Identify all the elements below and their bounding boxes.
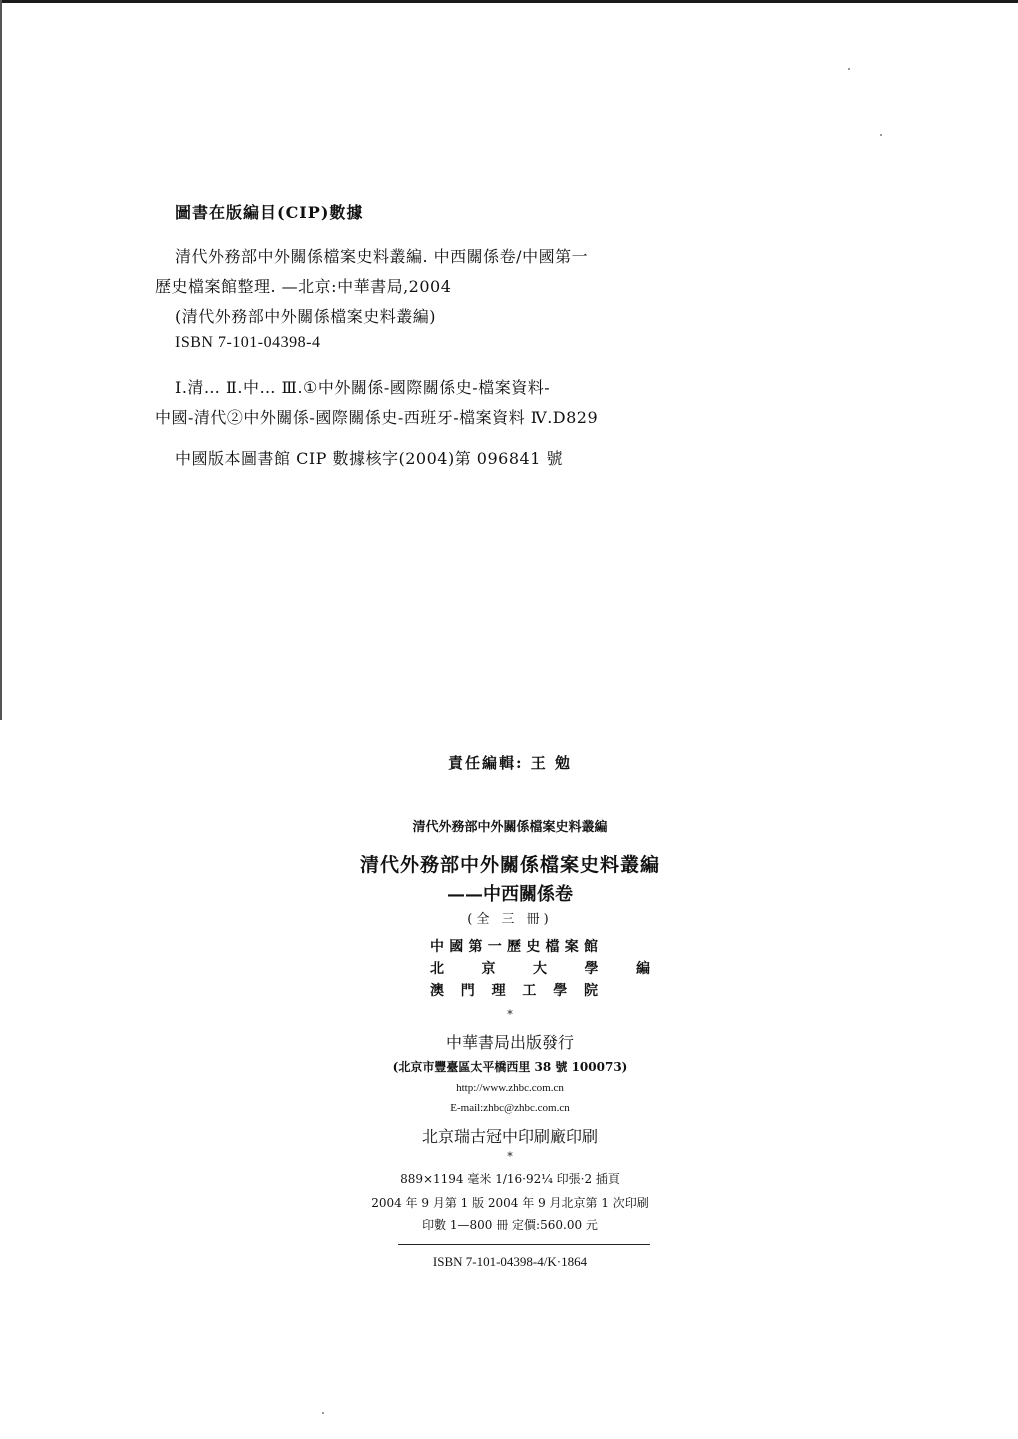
- org-char: 北: [430, 961, 444, 977]
- book-title: 清代外務部中外關係檔案史料叢編: [359, 854, 660, 876]
- org-char: 門: [460, 983, 475, 999]
- volume-count: (全 三 冊): [467, 912, 553, 927]
- scan-speck: [322, 1412, 324, 1414]
- cip-classification-line-2: 中國-清代②中外關係-國際關係史-西班牙-檔案資料 Ⅳ.D829: [155, 408, 599, 427]
- org-char: 檔: [545, 939, 560, 955]
- scan-speck: [880, 134, 882, 136]
- print-specification: 889×1194 毫米 1/16·92¼ 印張·2 插頁: [400, 1172, 620, 1186]
- cip-series-line: (清代外務部中外關係檔案史料叢編): [175, 307, 436, 326]
- cip-number: 中國版本圖書館 CIP 數據核字(2004)第 096841 號: [175, 449, 563, 468]
- org-char: 學: [553, 983, 568, 999]
- publisher: 中華書局出版發行: [445, 1033, 574, 1052]
- org-char: 大: [533, 961, 547, 977]
- org-char: 學: [584, 961, 599, 977]
- star-separator: *: [507, 1008, 513, 1021]
- org-peking-university: [430, 958, 650, 978]
- org-char: 澳: [430, 983, 444, 999]
- cip-bibliographic-line-2: 歷史檔案館整理. —北京:中華書局,2004: [155, 277, 452, 296]
- star-separator: *: [507, 1150, 513, 1163]
- org-char: 一: [487, 939, 502, 955]
- scan-speck: [848, 68, 850, 70]
- cip-isbn: ISBN 7-101-04398-4: [175, 334, 321, 351]
- org-first-historical-archives: [430, 936, 598, 956]
- divider-line: [398, 1244, 650, 1245]
- scan-left-edge: [0, 0, 2, 720]
- edition-info: 2004 年 9 月第 1 版 2004 年 9 月北京第 1 次印刷: [371, 1196, 649, 1210]
- cip-title: 圖書在版編目(CIP)數據: [175, 203, 364, 222]
- publisher-email: E-mail:zhbc@zhbc.com.cn: [450, 1102, 570, 1114]
- responsible-editor: 責任編輯: 王 勉: [448, 754, 572, 772]
- printer: 北京瑞古冠中印刷廠印刷: [421, 1127, 598, 1146]
- publisher-url: http://www.zhbc.com.cn: [456, 1082, 564, 1094]
- org-char: 工: [522, 983, 537, 999]
- org-char: 案: [564, 939, 579, 955]
- cip-bibliographic-line-1: 清代外務部中外關係檔案史料叢編. 中西關係卷/中國第一: [175, 247, 589, 266]
- publisher-address: (北京市豐臺區太平橋西里 38 號 100073): [392, 1060, 628, 1074]
- book-subtitle: ——中西關係卷: [447, 884, 573, 905]
- org-char: 院: [583, 983, 598, 999]
- series-name: 清代外務部中外關係檔案史料叢編: [412, 820, 608, 835]
- org-char: 理: [491, 983, 506, 999]
- org-char: 京: [481, 961, 496, 977]
- org-char: 史: [526, 939, 541, 955]
- scan-top-edge: [0, 0, 1018, 3]
- cip-classification-line-1: Ⅰ.清… Ⅱ.中… Ⅲ.①中外關係-國際關係史-檔案資料-: [175, 378, 551, 397]
- org-char: 中: [430, 939, 444, 955]
- org-char: 國: [449, 939, 464, 955]
- org-char: 第: [468, 939, 483, 955]
- org-char: 歷: [507, 939, 521, 955]
- print-run-and-price: 印數 1—800 冊 定價:560.00 元: [422, 1218, 598, 1232]
- org-char: 編: [636, 961, 650, 977]
- org-char: 館: [584, 939, 598, 955]
- org-macao-polytechnic: [430, 980, 598, 1000]
- colophon-isbn: ISBN 7-101-04398-4/K·1864: [432, 1254, 588, 1269]
